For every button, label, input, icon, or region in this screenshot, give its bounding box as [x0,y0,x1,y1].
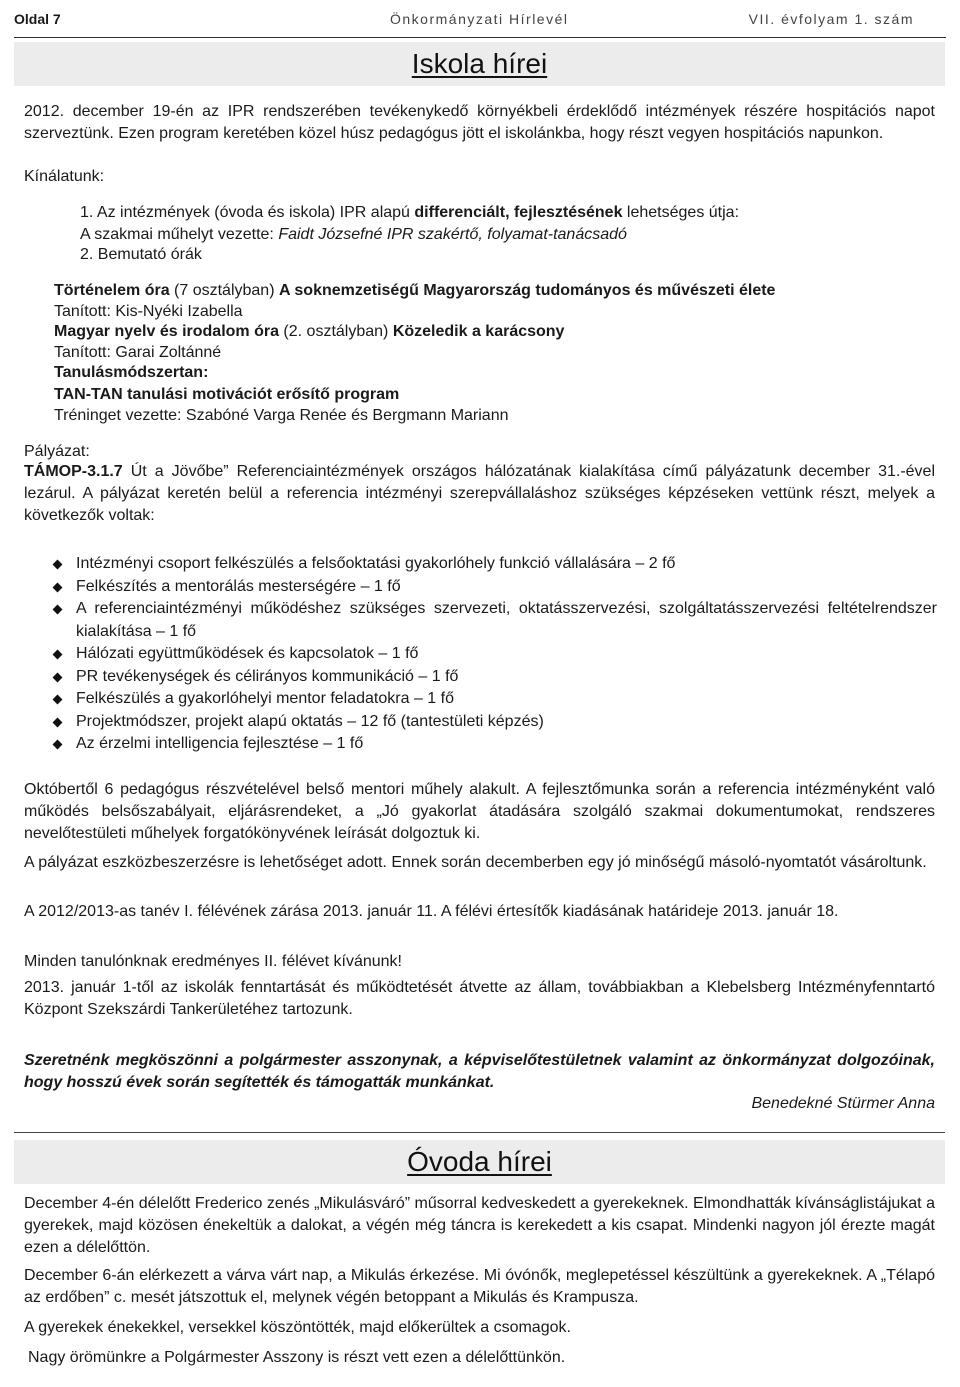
thanks-paragraph: Szeretnénk megköszönni a polgármester asszonynak, a képviselőtestületnek valamint az önkormányzat dolgozóinak, hogy hosszú évek során segítették és támogatták munkánkat. [24,1052,935,1091]
training-leaders: Tréninget vezette: Szabóné Varga Renée és Bergmann Mariann [54,407,509,424]
offer-item-2: 2. Bemutató órák [80,246,202,263]
paragraph-state: 2013. január 1-től az iskolák fenntartását és működtetését átvette az állam, továbbiakban a Klebelsberg Intézményfenntartó Központ Szekszárdi Tankerületéhez tartozunk. [24,979,935,1018]
school-section-banner [14,42,945,86]
paragraph-copier: A pályázat eszközbeszerzésre is lehetőséget adott. Ennek során decemberben egy jó minőségű másoló-nyomtatót vásároltunk. [24,854,927,871]
list-item: Felkészülés a gyakorlóhelyi mentor feladatokra – 1 fő [52,688,937,711]
list-item: Hálózati együttműködések és kapcsolatok – 1 fő [52,643,937,666]
kindergarten-paragraph-4: Nagy örömünkre a Polgármester Asszony is részt vett ezen a délelőttünkön. [28,1349,566,1366]
lesson-2 [54,321,564,343]
workshop-line [80,224,627,246]
training-list [52,553,937,756]
paragraph-semester: A 2012/2013-as tanév I. félévének zárása 2013. január 11. A félévi értesítők kiadásának határideje 2013. január 18. [24,903,839,920]
offer-item-1-suffix: lehetséges útja: [622,204,740,221]
lesson-1-class: (7 osztályban) [169,282,279,299]
signature: Benedekné Stürmer Anna [751,1095,935,1112]
school-section-title: Iskola hírei [411,48,548,79]
list-item: Felkészítés a mentorálás mesterségére – 1 fő [52,576,937,599]
lesson-2-teacher: Tanított: Garai Zoltánné [54,344,222,361]
school-intro: 2012. december 19-én az IPR rendszerében tevékenykedő környékbeli érdeklődő intézmények részére hospitációs napot szerveztünk. Ezen program keretében közel húsz pedagógus jött el iskolánkba, hogy részt vegyen hospitációs napunkon. [24,103,935,142]
offer-label: Kínálatunk: [24,168,105,185]
list-item: A referenciaintézményi működéshez szükséges szervezeti, oktatásszervezési, szolgáltatásszervezési feltételrendszer kialakítása – 1 fő [52,598,937,643]
header-divider [14,37,946,38]
paragraph-wish: Minden tanulónknak eredményes II. félévet kívánunk! [24,953,402,970]
kindergarten-paragraph-1: December 4-én délelőtt Frederico zenés „Mikulásváró” műsorral kedveskedett a gyerekeknek. Elmondhatták kívánságlistájukat a gyerekek, majd közösen énekeltük a dalokat, a végén még táncra is kerekedett a kis csapat. Mindenki nagyon jól érezte magát ezen a délelőttön. [24,1195,935,1256]
lesson-1 [54,280,775,302]
tender-paragraph [24,461,935,527]
list-item: Az érzelmi intelligencia fejlesztése – 1 fő [52,733,937,756]
kindergarten-section-banner [14,1140,945,1184]
kindergarten-section-title: Óvoda hírei [407,1146,552,1177]
tender-label: Pályázat: [24,443,90,460]
list-item: Projektmódszer, projekt alapú oktatás – 12 fő (tantestületi képzés) [52,711,937,734]
section-divider [14,1132,945,1133]
workshop-leader: Faidt Józsefné IPR szakértő, folyamat-tanácsadó [278,226,627,243]
offer-item-1 [80,202,739,224]
list-item: Intézményi csoport felkészülés a felsőoktatási gyakorlóhely funkció vállalására – 2 fő [52,553,937,576]
lesson-2-subject: Magyar nyelv és irodalom óra [54,323,279,340]
diamond-bullet-icon [53,672,63,682]
method-program: TAN-TAN tanulási motivációt erősítő program [54,386,400,403]
offer-item-1-prefix: 1. Az intézmények (óvoda és iskola) IPR alapú [80,204,415,221]
method-label: Tanulásmódszertan: [54,364,209,381]
workshop-prefix: A szakmai műhelyt vezette: [80,226,279,243]
paragraph-mentoring: Októbertől 6 pedagógus részvételével belső mentori műhely alakult. A fejlesztőmunka során a referencia intézményként való működés belsőszabályait, eljárásrendeket, a „Jó gyakorlat átadására szolgáló szakmai dokumentumokat, rendszeres nevelőtestületi műhelyek forgatókönyvének leírását dolgoztuk ki. [24,781,935,842]
lesson-1-topic: A soknemzetiségű Magyarország tudományos és művészeti élete [278,282,776,299]
tender-code: TÁMOP-3.1.7 [24,463,123,480]
diamond-bullet-icon [53,605,63,615]
tender-text: Út a Jövőbe” Referenciaintézmények országos hálózatának kialakítása című pályázatunk december 31.-ével lezárul. A pályázat keretén belül a referencia intézményi szerepvállaláshoz szükséges képzéseken vettünk részt, melyek a következők voltak: [24,463,935,524]
lesson-1-teacher: Tanított: Kis-Nyéki Izabella [54,303,243,320]
volume-info: VII. évfolyam 1. szám [748,11,914,27]
lesson-2-class: (2. osztályban) [278,323,393,340]
offer-item-1-highlight: differenciált, fejlesztésének [414,204,623,221]
lesson-2-topic: Közeledik a karácsony [392,323,565,340]
kindergarten-paragraph-3: A gyerekek énekekkel, versekkel köszöntötték, majd előkerültek a csomagok. [24,1319,571,1336]
diamond-bullet-icon [53,717,63,727]
page-number: Oldal 7 [14,11,61,27]
diamond-bullet-icon [53,560,63,570]
kindergarten-paragraph-2: December 6-án elérkezett a várva várt nap, a Mikulás érkezése. Mi óvónők, meglepetéssel készültünk a gyerekeknek. A „Télapó az erdőben” c. mesét játszottuk el, melynek végén betoppant a Mikulás és Krampusza. [24,1267,935,1306]
list-item: PR tevékenységek és célirányos kommunikáció – 1 fő [52,666,937,689]
diamond-bullet-icon [53,650,63,660]
diamond-bullet-icon [53,740,63,750]
diamond-bullet-icon [53,695,63,705]
publication-title: Önkormányzati Hírlevél [390,11,569,27]
lesson-1-subject: Történelem óra [54,282,170,299]
diamond-bullet-icon [53,582,63,592]
